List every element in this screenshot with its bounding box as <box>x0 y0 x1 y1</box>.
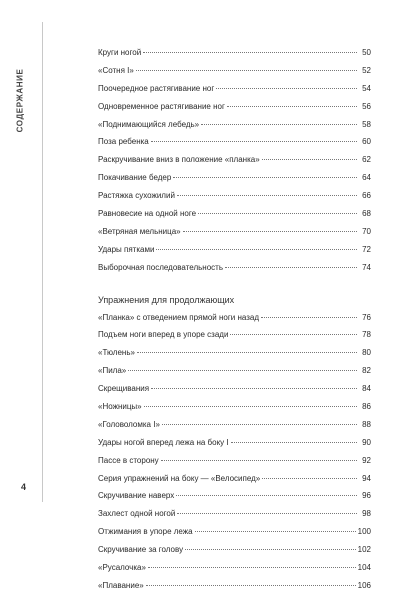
dot-leader <box>216 88 357 89</box>
dot-leader <box>151 141 357 142</box>
toc-entry-page-number: 70 <box>362 226 371 236</box>
toc-entry-page-number: 54 <box>362 83 371 93</box>
dot-leader <box>148 567 356 568</box>
toc-entry-page-number: 60 <box>362 137 371 147</box>
toc-entry-title: «Пила» <box>98 366 127 376</box>
toc-entry-page-number: 90 <box>362 437 371 447</box>
toc-entry[interactable] <box>98 434 371 452</box>
vertical-divider <box>42 22 43 502</box>
toc-entry-title: Покачивание бедер <box>98 173 172 183</box>
dot-leader <box>230 334 357 335</box>
dot-leader <box>177 195 357 196</box>
toc-list-intermediate <box>98 309 371 595</box>
toc-entry-page-number: 52 <box>362 65 371 75</box>
toc-entry[interactable] <box>98 344 371 362</box>
toc-entry[interactable] <box>98 487 371 505</box>
toc-entry-page-number: 88 <box>362 419 371 429</box>
toc-entry[interactable] <box>98 559 371 577</box>
dot-leader <box>151 388 357 389</box>
toc-entry-page-number: 104 <box>357 563 371 573</box>
toc-entry[interactable] <box>98 362 371 380</box>
toc-entry-title: Удары пятками <box>98 244 155 254</box>
toc-entry-title: «Русалочка» <box>98 563 146 573</box>
toc-entry[interactable] <box>98 416 371 434</box>
toc-entry[interactable] <box>98 309 371 327</box>
toc-entry-page-number: 98 <box>362 509 371 519</box>
toc-entry-title: «Ветряная мельница» <box>98 226 181 236</box>
toc-entry-page-number: 92 <box>362 455 371 465</box>
dot-leader <box>198 213 357 214</box>
toc-entry[interactable] <box>98 44 371 62</box>
dot-leader <box>262 478 357 479</box>
dot-leader <box>143 52 357 53</box>
toc-entry-title: «Планка» с отведением прямой ноги назад <box>98 312 260 322</box>
dot-leader <box>128 370 357 371</box>
toc-entry[interactable] <box>98 80 371 98</box>
toc-entry-title: Серия упражнений на боку — «Велосипед» <box>98 473 261 483</box>
toc-entry[interactable] <box>98 187 371 205</box>
section-heading: Упражнения для продолжающих <box>98 294 235 305</box>
toc-entry-title: Одновременное растягивание ног <box>98 101 225 111</box>
toc-entry-title: Выборочная последовательность <box>98 262 223 272</box>
toc-entry-title: Скрещивания <box>98 384 150 394</box>
toc-entry[interactable] <box>98 577 371 595</box>
toc-entry[interactable] <box>98 116 371 134</box>
toc-entry-page-number: 74 <box>362 262 371 272</box>
toc-entry-title: Пассе в сторону <box>98 455 159 465</box>
dot-leader <box>176 495 357 496</box>
toc-entry[interactable] <box>98 470 371 488</box>
dot-leader <box>225 267 357 268</box>
toc-entry-title: «Поднимающийся лебедь» <box>98 119 200 129</box>
toc-entry-page-number: 64 <box>362 173 371 183</box>
toc-entry-title: Раскручивание вниз в положение «планка» <box>98 155 260 165</box>
toc-entry-page-number: 58 <box>362 119 371 129</box>
dot-leader <box>195 531 356 532</box>
toc-entry[interactable] <box>98 223 371 241</box>
toc-entry[interactable] <box>98 452 371 470</box>
toc-entry-page-number: 102 <box>357 545 371 555</box>
toc-entry-page-number: 106 <box>357 580 371 590</box>
dot-leader <box>261 317 357 318</box>
toc-entry-page-number: 82 <box>362 366 371 376</box>
toc-entry-page-number: 80 <box>362 348 371 358</box>
toc-entry[interactable] <box>98 241 371 259</box>
dot-leader <box>185 549 356 550</box>
dot-leader <box>144 406 357 407</box>
toc-entry-page-number: 86 <box>362 402 371 412</box>
dot-leader <box>161 460 357 461</box>
toc-entry-page-number: 94 <box>362 473 371 483</box>
toc-entry-title: Скручивание наверх <box>98 491 175 501</box>
toc-entry-title: «Сотня I» <box>98 65 134 75</box>
toc-entry-title: «Ножницы» <box>98 402 142 412</box>
toc-entry-page-number: 56 <box>362 101 371 111</box>
section-side-label: СОДЕРЖАНИЕ <box>15 68 25 133</box>
toc-entry[interactable] <box>98 541 371 559</box>
toc-entry-title: Скручивание за голову <box>98 545 184 555</box>
toc-entry[interactable] <box>98 398 371 416</box>
toc-entry-page-number: 68 <box>362 209 371 219</box>
toc-entry-title: Захлест одной ногой <box>98 509 176 519</box>
toc-entry-page-number: 66 <box>362 191 371 201</box>
toc-entry-page-number: 84 <box>362 384 371 394</box>
dot-leader <box>146 585 356 586</box>
toc-entry-title: Равновесие на одной ноге <box>98 209 197 219</box>
toc-entry-title: Растяжка сухожилий <box>98 191 175 201</box>
dot-leader <box>173 177 357 178</box>
dot-leader <box>231 442 357 443</box>
toc-entry-page-number: 50 <box>362 48 371 57</box>
toc-entry-title: «Плавание» <box>98 580 144 590</box>
toc-entry-page-number: 96 <box>362 491 371 501</box>
toc-entry[interactable] <box>98 62 371 80</box>
dot-leader <box>227 106 357 107</box>
toc-entry[interactable] <box>98 133 371 151</box>
toc-entry-page-number: 100 <box>357 527 371 537</box>
dot-leader <box>162 424 357 425</box>
dot-leader <box>156 249 357 250</box>
toc-entry[interactable] <box>98 259 371 277</box>
toc-entry-title: «Тюлень» <box>98 348 135 358</box>
toc-entry-page-number: 62 <box>362 155 371 165</box>
toc-entry-page-number: 76 <box>362 312 371 322</box>
dot-leader <box>177 513 357 514</box>
dot-leader <box>137 352 357 353</box>
toc-entry[interactable] <box>98 98 371 116</box>
toc-entry-title: Круги ногой <box>98 48 142 57</box>
toc-entry-title: Удары ногой вперед лежа на боку I <box>98 437 229 447</box>
toc-entry[interactable] <box>98 151 371 169</box>
toc-entry-page-number: 78 <box>362 330 371 340</box>
toc-entry[interactable] <box>98 169 371 187</box>
toc-entry-title: Подъем ноги вперед в упоре сзади <box>98 330 229 340</box>
toc-entry-page-number: 72 <box>362 244 371 254</box>
toc-entry[interactable] <box>98 523 371 541</box>
dot-leader <box>136 70 357 71</box>
page-number: 4 <box>21 482 27 492</box>
dot-leader <box>262 159 357 160</box>
toc-entry[interactable] <box>98 380 371 398</box>
dot-leader <box>183 231 357 232</box>
toc-entry-title: Поочередное растягивание ног <box>98 83 215 93</box>
dot-leader <box>201 124 357 125</box>
toc-entry[interactable] <box>98 205 371 223</box>
toc-entry-title: Поза ребенка <box>98 137 149 147</box>
toc-entry-title: Отжимания в упоре лежа <box>98 527 193 537</box>
toc-entry[interactable] <box>98 326 371 344</box>
toc-entry-title: «Головоломка I» <box>98 419 160 429</box>
toc-entry[interactable] <box>98 505 371 523</box>
table-of-contents <box>98 44 371 595</box>
toc-list-basic <box>98 44 371 277</box>
